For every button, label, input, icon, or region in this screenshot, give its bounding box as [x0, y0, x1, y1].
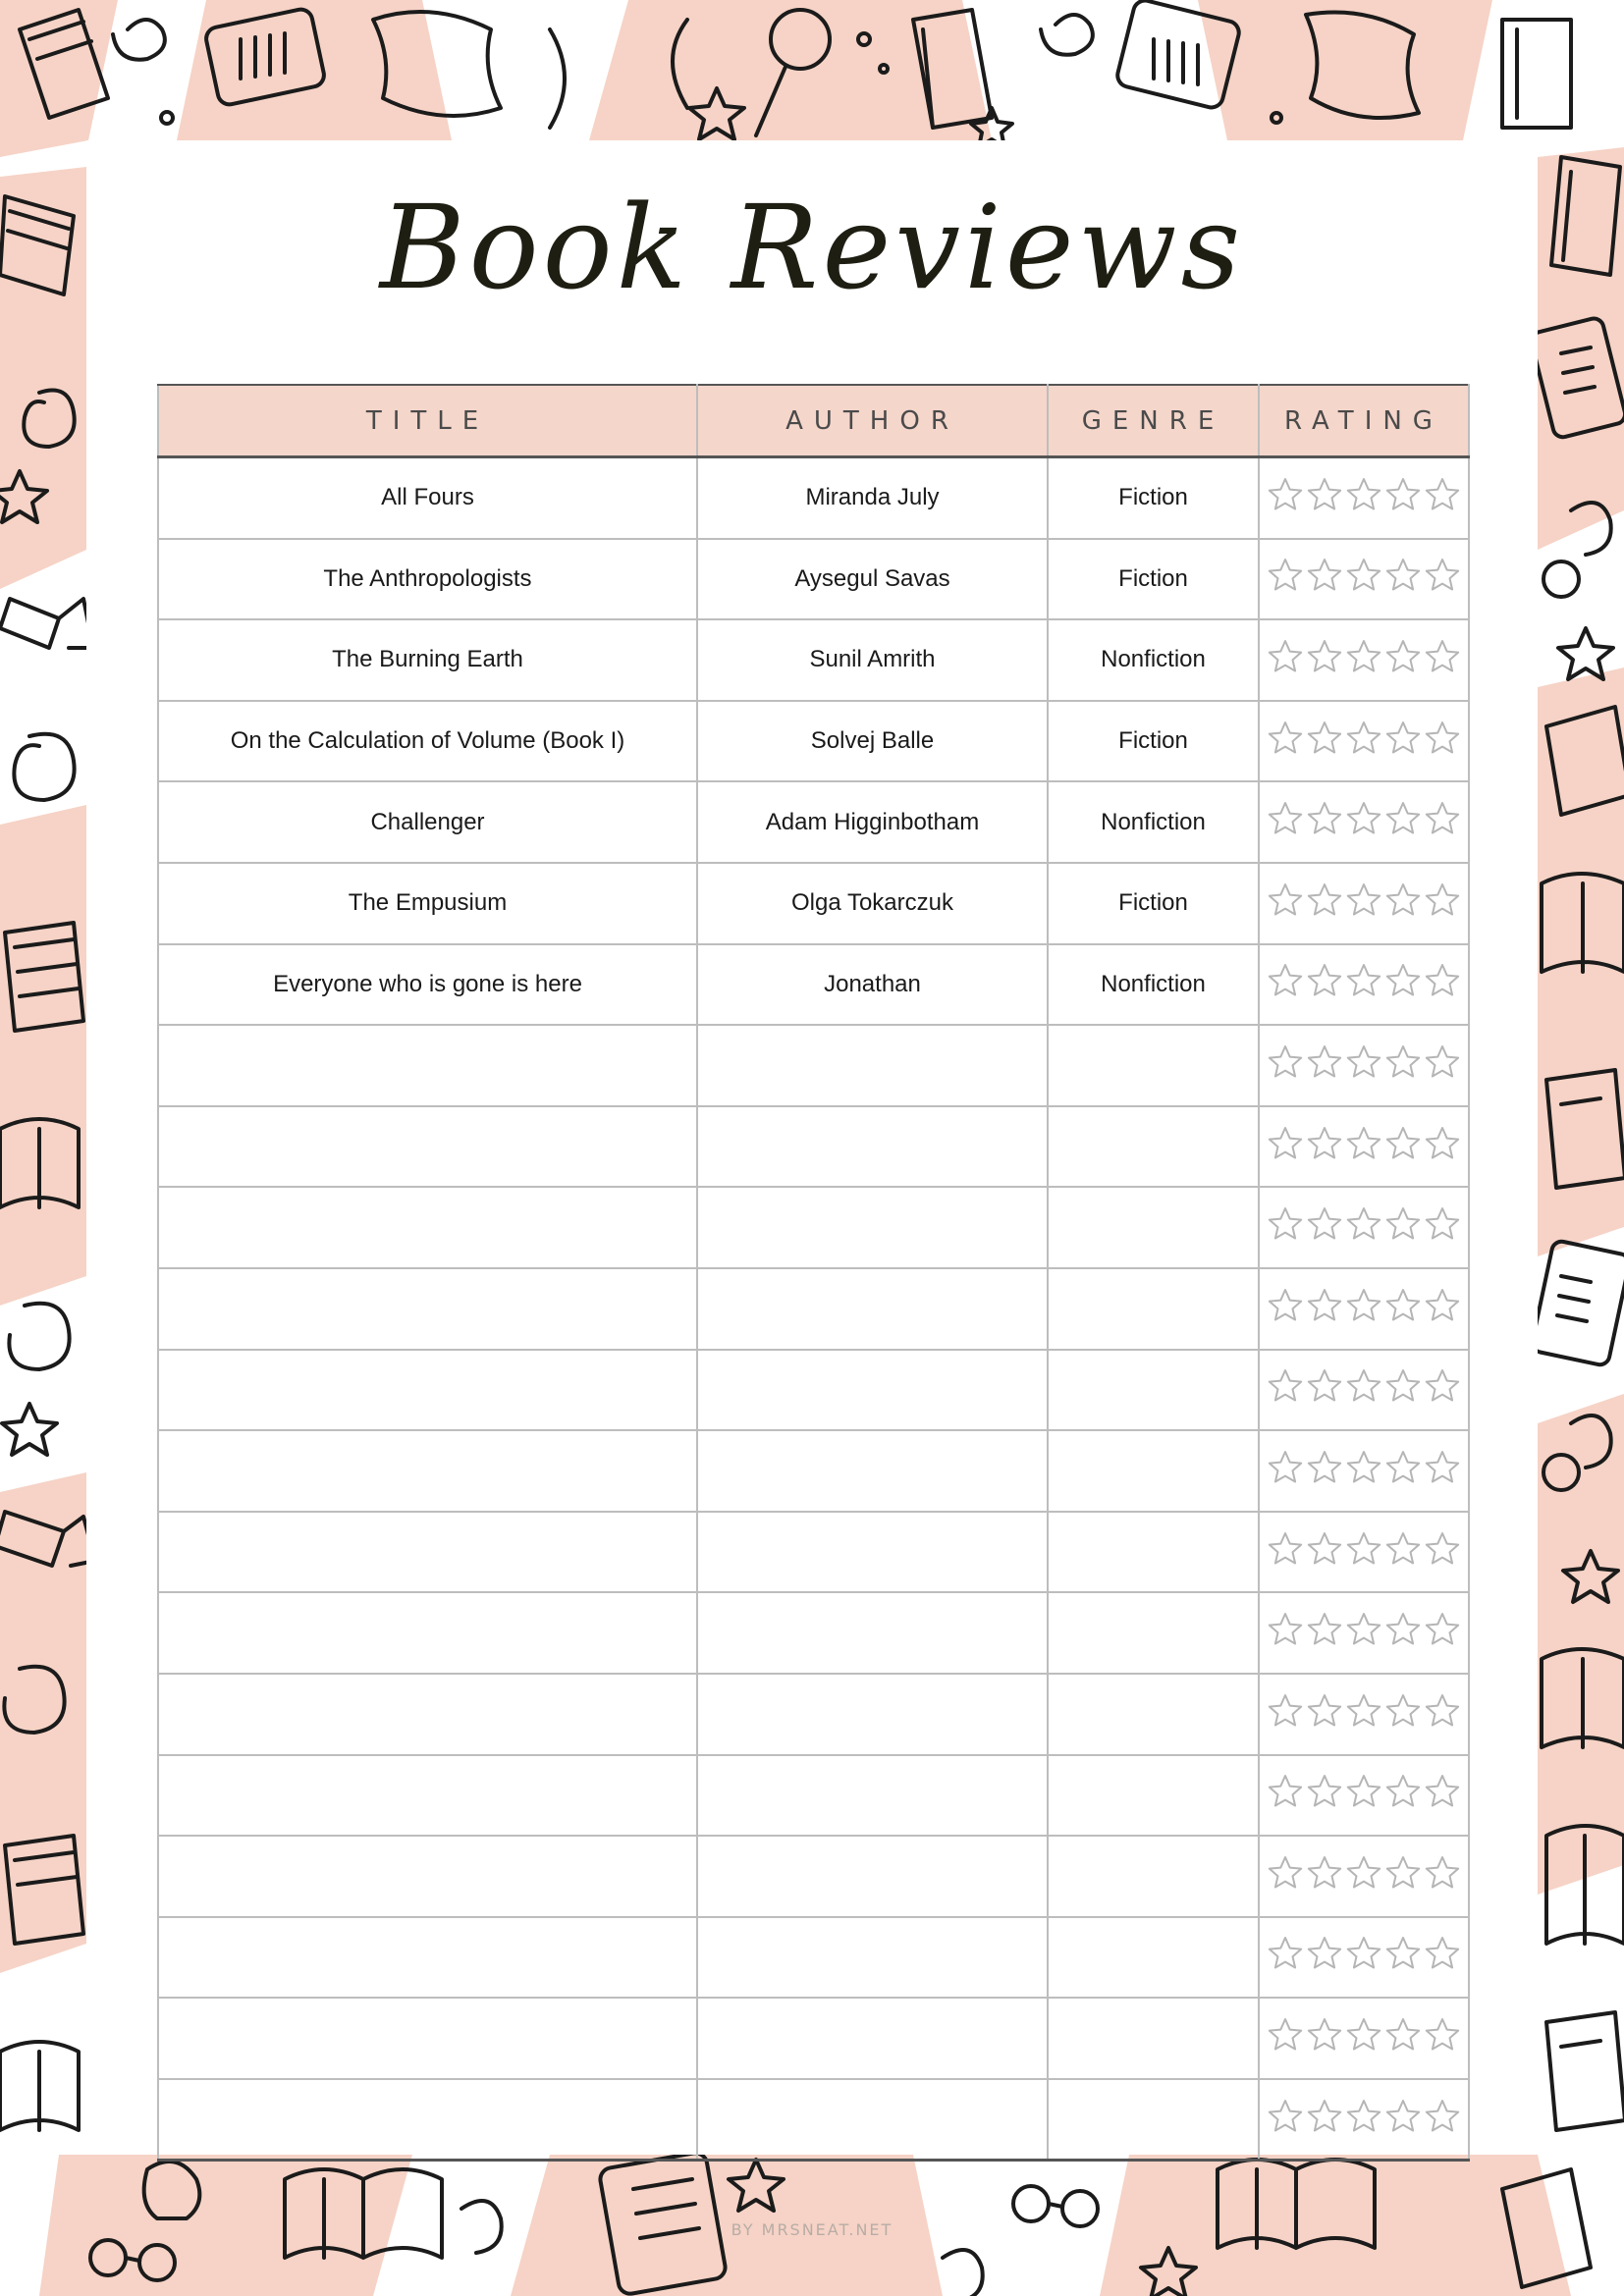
- star-icon[interactable]: [1267, 557, 1304, 594]
- cell-title[interactable]: [158, 1106, 697, 1188]
- star-rating[interactable]: [1267, 1287, 1461, 1324]
- cell-rating: [1259, 1106, 1469, 1188]
- swirl-icon: [943, 2250, 983, 2296]
- table-row: [158, 2079, 1469, 2161]
- star-icon[interactable]: [1384, 1043, 1422, 1081]
- table-row: [158, 1674, 1469, 1755]
- table-row: [158, 701, 1469, 782]
- star-icon[interactable]: [1267, 962, 1304, 999]
- cell-rating: [1259, 1187, 1469, 1268]
- table-row: [158, 1430, 1469, 1512]
- star-icon[interactable]: [1345, 881, 1382, 919]
- star-icon[interactable]: [1345, 557, 1382, 594]
- table-header-row: [158, 385, 1469, 457]
- star-icon[interactable]: [1345, 720, 1382, 757]
- table-row: [158, 539, 1469, 620]
- cell-rating: [1259, 944, 1469, 1026]
- table-row: [158, 619, 1469, 701]
- cell-author[interactable]: Aysegul Savas: [697, 539, 1048, 620]
- cell-rating: [1259, 1755, 1469, 1837]
- cell-rating: [1259, 1592, 1469, 1674]
- star-icon[interactable]: [1384, 638, 1422, 675]
- star-icon[interactable]: [1345, 1125, 1382, 1162]
- star-icon[interactable]: [1424, 476, 1461, 513]
- star-icon[interactable]: [1345, 1205, 1382, 1243]
- cell-rating: [1259, 1268, 1469, 1350]
- cell-genre[interactable]: [1048, 1512, 1259, 1593]
- cell-rating: [1259, 701, 1469, 782]
- table-row: [158, 781, 1469, 863]
- footer-credit: BY MRSNEAT.NET: [731, 2220, 893, 2239]
- star-icon[interactable]: [1424, 881, 1461, 919]
- star-icon[interactable]: [1424, 1287, 1461, 1324]
- star-icon[interactable]: [1384, 1205, 1422, 1243]
- star-rating[interactable]: [1267, 1611, 1461, 1648]
- star-icon[interactable]: [1384, 1611, 1422, 1648]
- star-icon[interactable]: [1384, 720, 1422, 757]
- cell-title[interactable]: [158, 1674, 697, 1755]
- star-icon[interactable]: [1424, 1043, 1461, 1081]
- star-icon[interactable]: [1306, 1692, 1343, 1730]
- star-icon[interactable]: [1267, 2016, 1304, 2054]
- cell-author[interactable]: [697, 1836, 1048, 1917]
- swirl-icon: [9, 1304, 69, 1369]
- table-row: [158, 944, 1469, 1026]
- star-icon[interactable]: [1424, 1611, 1461, 1648]
- star-icon[interactable]: [1424, 638, 1461, 675]
- star-icon[interactable]: [1267, 638, 1304, 675]
- star-icon[interactable]: [1424, 1854, 1461, 1892]
- star-icon[interactable]: [1345, 476, 1382, 513]
- star-rating[interactable]: [1267, 1935, 1461, 1972]
- star-rating[interactable]: [1267, 1205, 1461, 1243]
- cell-author[interactable]: [697, 1106, 1048, 1188]
- swirl-icon: [14, 734, 74, 800]
- cell-rating: [1259, 863, 1469, 944]
- table-row: [158, 863, 1469, 944]
- cell-rating: [1259, 781, 1469, 863]
- star-icon[interactable]: [1345, 1611, 1382, 1648]
- star-icon[interactable]: [1384, 1773, 1422, 1810]
- cell-genre[interactable]: [1048, 1106, 1259, 1188]
- cell-rating: [1259, 1350, 1469, 1431]
- star-icon[interactable]: [1306, 476, 1343, 513]
- star-icon[interactable]: [1306, 720, 1343, 757]
- cell-author[interactable]: Olga Tokarczuk: [697, 863, 1048, 944]
- star-icon[interactable]: [1384, 2098, 1422, 2135]
- star-rating[interactable]: [1267, 1125, 1461, 1162]
- star-rating[interactable]: [1267, 2098, 1461, 2135]
- cell-author[interactable]: [697, 1350, 1048, 1431]
- star-icon[interactable]: [1267, 1935, 1304, 1972]
- star-icon[interactable]: [1306, 1125, 1343, 1162]
- star-icon[interactable]: [1345, 1367, 1382, 1405]
- book-icon: [1502, 20, 1571, 128]
- cell-rating: [1259, 2079, 1469, 2161]
- table-row: [158, 1592, 1469, 1674]
- star-icon[interactable]: [1267, 1611, 1304, 1648]
- star-icon[interactable]: [1306, 2016, 1343, 2054]
- swirl-icon: [113, 20, 165, 60]
- cell-author[interactable]: [697, 2079, 1048, 2161]
- cell-title[interactable]: [158, 1268, 697, 1350]
- cell-genre[interactable]: Fiction: [1048, 863, 1259, 944]
- cell-title[interactable]: The Burning Earth: [158, 619, 697, 701]
- table-row: [158, 1187, 1469, 1268]
- cell-title[interactable]: [158, 1350, 697, 1431]
- review-sheet: [86, 140, 1538, 2155]
- star-icon[interactable]: [1384, 476, 1422, 513]
- cell-genre[interactable]: [1048, 1917, 1259, 1999]
- star-icon[interactable]: [1424, 1692, 1461, 1730]
- cell-author[interactable]: [697, 1917, 1048, 1999]
- star-icon[interactable]: [1267, 1773, 1304, 1810]
- star-icon[interactable]: [1424, 2098, 1461, 2135]
- column-header-title: TITLE: [158, 385, 697, 457]
- column-header-author: AUTHOR: [697, 385, 1048, 457]
- star-icon[interactable]: [1424, 1125, 1461, 1162]
- cell-rating: [1259, 457, 1469, 539]
- star-icon[interactable]: [1384, 1935, 1422, 1972]
- cell-author[interactable]: Sunil Amrith: [697, 619, 1048, 701]
- cell-title[interactable]: The Anthropologists: [158, 539, 697, 620]
- star-icon[interactable]: [1306, 557, 1343, 594]
- star-icon[interactable]: [1267, 1530, 1304, 1568]
- star-icon[interactable]: [1345, 1854, 1382, 1892]
- book-icon: [1546, 2012, 1624, 2130]
- star-icon[interactable]: [1306, 962, 1343, 999]
- cell-title[interactable]: [158, 1836, 697, 1917]
- cell-title[interactable]: [158, 1917, 697, 1999]
- star-icon[interactable]: [1306, 1935, 1343, 1972]
- star-icon[interactable]: [1306, 800, 1343, 837]
- star-icon[interactable]: [1424, 1935, 1461, 1972]
- star-icon[interactable]: [1267, 1367, 1304, 1405]
- star-icon[interactable]: [1345, 800, 1382, 837]
- cell-title[interactable]: All Fours: [158, 457, 697, 539]
- cell-genre[interactable]: [1048, 1755, 1259, 1837]
- star-rating[interactable]: [1267, 1773, 1461, 1810]
- star-rating[interactable]: [1267, 1692, 1461, 1730]
- cell-title[interactable]: [158, 1430, 697, 1512]
- star-icon[interactable]: [1306, 1043, 1343, 1081]
- star-icon[interactable]: [1384, 1287, 1422, 1324]
- star-icon[interactable]: [1267, 476, 1304, 513]
- star-icon[interactable]: [1267, 1125, 1304, 1162]
- cell-title[interactable]: Everyone who is gone is here: [158, 944, 697, 1026]
- star-icon[interactable]: [1384, 881, 1422, 919]
- cell-genre[interactable]: Fiction: [1048, 539, 1259, 620]
- cell-rating: [1259, 1917, 1469, 1999]
- star-rating[interactable]: [1267, 1530, 1461, 1568]
- cell-title[interactable]: Challenger: [158, 781, 697, 863]
- cell-title[interactable]: [158, 2079, 697, 2161]
- cell-title[interactable]: [158, 1187, 697, 1268]
- table-row: [158, 1998, 1469, 2079]
- cell-author[interactable]: [697, 1187, 1048, 1268]
- cell-author[interactable]: [697, 1674, 1048, 1755]
- star-icon[interactable]: [1424, 1205, 1461, 1243]
- cell-author[interactable]: Solvej Balle: [697, 701, 1048, 782]
- cell-author[interactable]: Miranda July: [697, 457, 1048, 539]
- star-rating[interactable]: [1267, 1449, 1461, 1486]
- star-icon[interactable]: [1267, 1287, 1304, 1324]
- ereader-icon: [1531, 1240, 1624, 1366]
- cell-genre[interactable]: [1048, 1025, 1259, 1106]
- star-icon[interactable]: [1345, 1530, 1382, 1568]
- cell-rating: [1259, 619, 1469, 701]
- cell-rating: [1259, 1674, 1469, 1755]
- star-icon[interactable]: [1384, 1125, 1422, 1162]
- star-icon[interactable]: [1345, 1692, 1382, 1730]
- book-review-table: [157, 384, 1470, 2162]
- star-icon[interactable]: [1306, 1773, 1343, 1810]
- star-icon[interactable]: [1345, 2098, 1382, 2135]
- star-icon[interactable]: [1345, 1043, 1382, 1081]
- cell-author[interactable]: [697, 1592, 1048, 1674]
- star-icon[interactable]: [1345, 1287, 1382, 1324]
- star-icon[interactable]: [1384, 557, 1422, 594]
- star-icon[interactable]: [1424, 1449, 1461, 1486]
- cell-genre[interactable]: [1048, 1430, 1259, 1512]
- star-icon[interactable]: [1384, 962, 1422, 999]
- cell-genre[interactable]: [1048, 2079, 1259, 2161]
- star-icon[interactable]: [1384, 800, 1422, 837]
- star-icon[interactable]: [1306, 1449, 1343, 1486]
- book-icon: [0, 2042, 79, 2130]
- star-icon[interactable]: [1424, 1773, 1461, 1810]
- star-icon[interactable]: [1424, 720, 1461, 757]
- star-icon[interactable]: [1384, 2016, 1422, 2054]
- star-rating[interactable]: [1267, 476, 1461, 513]
- star-rating[interactable]: [1267, 557, 1461, 594]
- cell-genre[interactable]: [1048, 1268, 1259, 1350]
- star-icon[interactable]: [1424, 800, 1461, 837]
- star-icon[interactable]: [1424, 2016, 1461, 2054]
- star-icon[interactable]: [1384, 1854, 1422, 1892]
- star-rating[interactable]: [1267, 1367, 1461, 1405]
- glasses-icon: [1543, 561, 1579, 597]
- star-icon[interactable]: [1384, 1449, 1422, 1486]
- cell-rating: [1259, 1430, 1469, 1512]
- cell-author[interactable]: Jonathan: [697, 944, 1048, 1026]
- star-icon[interactable]: [1345, 638, 1382, 675]
- table-row: [158, 1836, 1469, 1917]
- table-row: [158, 1025, 1469, 1106]
- column-header-genre: GENRE: [1048, 385, 1259, 457]
- star-icon[interactable]: [1267, 1043, 1304, 1081]
- cell-author[interactable]: [697, 1512, 1048, 1593]
- table-row: [158, 457, 1469, 539]
- star-rating[interactable]: [1267, 1854, 1461, 1892]
- star-icon[interactable]: [1267, 2098, 1304, 2135]
- table-row: [158, 1268, 1469, 1350]
- cell-genre[interactable]: Nonfiction: [1048, 944, 1259, 1026]
- star-icon[interactable]: [1306, 1367, 1343, 1405]
- cell-author[interactable]: Adam Higginbotham: [697, 781, 1048, 863]
- cell-title[interactable]: On the Calculation of Volume (Book I): [158, 701, 697, 782]
- page-title: Book Reviews: [379, 180, 1245, 315]
- cell-author[interactable]: [697, 1430, 1048, 1512]
- swirl-icon: [1041, 15, 1093, 55]
- star-icon[interactable]: [1306, 1530, 1343, 1568]
- cell-rating: [1259, 1025, 1469, 1106]
- cell-genre[interactable]: [1048, 1998, 1259, 2079]
- table-row: [158, 1350, 1469, 1431]
- flashlight-icon: [0, 599, 93, 648]
- cell-title[interactable]: [158, 1025, 697, 1106]
- cell-title[interactable]: The Empusium: [158, 863, 697, 944]
- cell-author[interactable]: [697, 1025, 1048, 1106]
- cell-rating: [1259, 1998, 1469, 2079]
- cell-genre[interactable]: Nonfiction: [1048, 781, 1259, 863]
- star-icon[interactable]: [1306, 1854, 1343, 1892]
- star-icon: [1558, 628, 1613, 679]
- star-icon[interactable]: [1267, 1692, 1304, 1730]
- cell-genre[interactable]: [1048, 1592, 1259, 1674]
- star-icon[interactable]: [1424, 557, 1461, 594]
- cell-genre[interactable]: [1048, 1187, 1259, 1268]
- cell-rating: [1259, 1512, 1469, 1593]
- table-row: [158, 1512, 1469, 1593]
- cell-genre[interactable]: [1048, 1350, 1259, 1431]
- star-rating[interactable]: [1267, 962, 1461, 999]
- cell-genre[interactable]: Fiction: [1048, 457, 1259, 539]
- star-icon[interactable]: [1306, 1287, 1343, 1324]
- cell-title[interactable]: [158, 1512, 697, 1593]
- star-icon[interactable]: [1306, 1611, 1343, 1648]
- star-icon[interactable]: [1267, 1449, 1304, 1486]
- star-rating[interactable]: [1267, 881, 1461, 919]
- star-rating[interactable]: [1267, 2016, 1461, 2054]
- column-header-rating: RATING: [1259, 385, 1469, 457]
- star-icon[interactable]: [1306, 1205, 1343, 1243]
- star-rating[interactable]: [1267, 638, 1461, 675]
- star-icon[interactable]: [1345, 962, 1382, 999]
- star-icon[interactable]: [1384, 1367, 1422, 1405]
- star-rating[interactable]: [1267, 720, 1461, 757]
- cell-genre[interactable]: Nonfiction: [1048, 619, 1259, 701]
- star-icon[interactable]: [1345, 1449, 1382, 1486]
- cell-rating: [1259, 539, 1469, 620]
- star-icon[interactable]: [1267, 720, 1304, 757]
- table-row: [158, 1755, 1469, 1837]
- star-icon[interactable]: [1424, 1367, 1461, 1405]
- star-icon[interactable]: [1267, 800, 1304, 837]
- table-row: [158, 1106, 1469, 1188]
- star-icon[interactable]: [1306, 2098, 1343, 2135]
- star-rating[interactable]: [1267, 800, 1461, 837]
- cell-author[interactable]: [697, 1268, 1048, 1350]
- cell-title[interactable]: [158, 1755, 697, 1837]
- star-icon[interactable]: [1424, 1530, 1461, 1568]
- cell-title[interactable]: [158, 1998, 697, 2079]
- star-icon[interactable]: [1306, 881, 1343, 919]
- star-icon[interactable]: [1267, 881, 1304, 919]
- cell-author[interactable]: [697, 1998, 1048, 2079]
- star-icon[interactable]: [1384, 1692, 1422, 1730]
- star-icon: [2, 1404, 57, 1455]
- star-icon[interactable]: [1345, 1773, 1382, 1810]
- star-icon[interactable]: [1267, 1854, 1304, 1892]
- cell-title[interactable]: [158, 1592, 697, 1674]
- cell-genre[interactable]: Fiction: [1048, 701, 1259, 782]
- table-row: [158, 1917, 1469, 1999]
- star-icon[interactable]: [1345, 2016, 1382, 2054]
- star-rating[interactable]: [1267, 1043, 1461, 1081]
- star-icon[interactable]: [1424, 962, 1461, 999]
- cell-rating: [1259, 1836, 1469, 1917]
- star-icon[interactable]: [1306, 638, 1343, 675]
- cell-author[interactable]: [697, 1755, 1048, 1837]
- star-icon[interactable]: [1267, 1205, 1304, 1243]
- cell-genre[interactable]: [1048, 1674, 1259, 1755]
- star-icon[interactable]: [1384, 1530, 1422, 1568]
- star-icon[interactable]: [1345, 1935, 1382, 1972]
- cell-genre[interactable]: [1048, 1836, 1259, 1917]
